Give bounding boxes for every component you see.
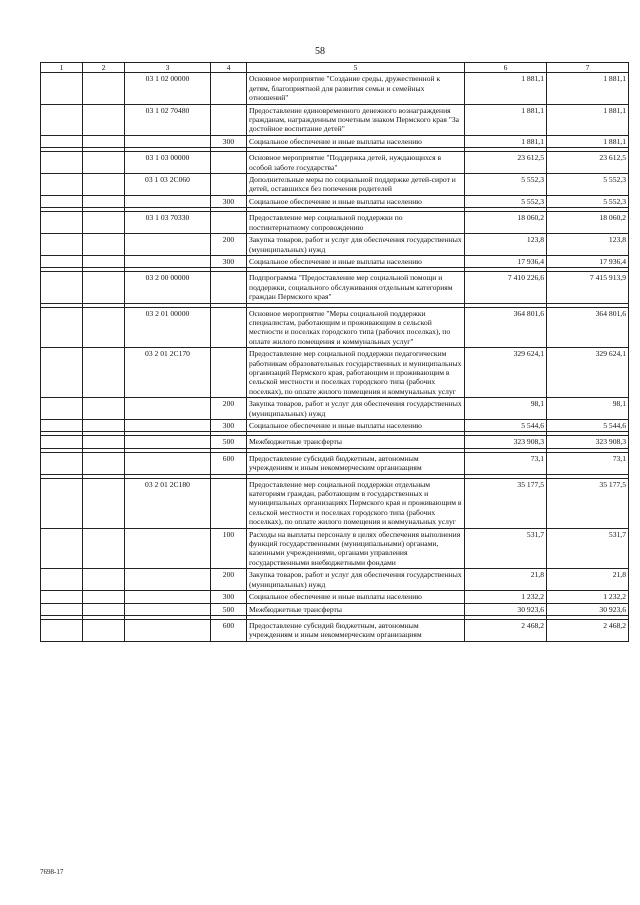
cell-col-2 <box>83 398 125 420</box>
cell-amount-col6: 2 468,2 <box>465 619 547 641</box>
cell-amount-col7: 30 923,6 <box>547 603 629 615</box>
table-row <box>41 348 629 398</box>
cell-col-1 <box>41 174 83 196</box>
cell-target-code: 03 1 02 00000 <box>125 73 211 104</box>
cell-col-1 <box>41 398 83 420</box>
cell-col-2 <box>83 603 125 615</box>
cell-col-1 <box>41 619 83 641</box>
cell-description: Закупка товаров, работ и услуг для обеспечения государственных (муниципальных) нужд <box>247 234 465 256</box>
cell-col-1 <box>41 272 83 303</box>
table-row <box>41 212 629 234</box>
cell-expense-type: 600 <box>211 619 247 641</box>
cell-col-2 <box>83 478 125 528</box>
cell-amount-col6: 18 060,2 <box>465 212 547 234</box>
cell-expense-type <box>211 174 247 196</box>
cell-expense-type <box>211 272 247 303</box>
cell-description: Социальное обеспечение и иные выплаты населению <box>247 255 465 267</box>
cell-amount-col7: 329 624,1 <box>547 348 629 398</box>
cell-amount-col7: 7 415 913,9 <box>547 272 629 303</box>
cell-col-1 <box>41 420 83 432</box>
cell-amount-col6: 98,1 <box>465 398 547 420</box>
cell-col-2 <box>83 420 125 432</box>
cell-amount-col7: 531,7 <box>547 528 629 569</box>
cell-expense-type: 200 <box>211 569 247 591</box>
cell-amount-col7: 123,8 <box>547 234 629 256</box>
column-header: 6 <box>465 63 547 73</box>
cell-amount-col7: 5 552,3 <box>547 195 629 207</box>
cell-amount-col6: 35 177,5 <box>465 478 547 528</box>
cell-col-2 <box>83 195 125 207</box>
cell-col-2 <box>83 255 125 267</box>
cell-amount-col7: 21,8 <box>547 569 629 591</box>
cell-description: Предоставление субсидий бюджетным, автономным учреждениям и иным некоммерческим организациям <box>247 452 465 474</box>
column-header: 2 <box>83 63 125 73</box>
cell-col-2 <box>83 528 125 569</box>
column-header: 4 <box>211 63 247 73</box>
cell-description: Основное мероприятие "Меры социальной поддержки специалистам, работающим и проживающим в сельской местности и поселках городского типа (рабочих поселках), по оплате жилого помещения и коммунальных услуг" <box>247 307 465 348</box>
cell-expense-type <box>211 348 247 398</box>
cell-col-2 <box>83 348 125 398</box>
table-body <box>41 73 629 641</box>
cell-col-2 <box>83 135 125 147</box>
cell-col-1 <box>41 152 83 174</box>
cell-description: Расходы на выплаты персоналу в целях обеспечения выполнения функций государственными (муниципальными) органами, казенными учреждениями, органами управления государственными внебюджетными фондами <box>247 528 465 569</box>
cell-col-1 <box>41 348 83 398</box>
cell-target-code <box>125 398 211 420</box>
cell-description: Социальное обеспечение и иные выплаты населению <box>247 591 465 603</box>
cell-target-code: 03 1 03 70330 <box>125 212 211 234</box>
cell-col-1 <box>41 234 83 256</box>
cell-expense-type: 300 <box>211 135 247 147</box>
budget-table <box>40 62 629 642</box>
cell-col-2 <box>83 73 125 104</box>
cell-target-code <box>125 436 211 448</box>
cell-amount-col7: 73,1 <box>547 452 629 474</box>
cell-amount-col7: 1 881,1 <box>547 104 629 135</box>
table-row <box>41 591 629 603</box>
cell-target-code: 03 1 03 00000 <box>125 152 211 174</box>
cell-description: Основное мероприятие "Поддержка детей, нуждающихся в особой заботе государства" <box>247 152 465 174</box>
column-header: 3 <box>125 63 211 73</box>
table-row <box>41 569 629 591</box>
table-row <box>41 234 629 256</box>
cell-col-2 <box>83 174 125 196</box>
cell-target-code <box>125 195 211 207</box>
cell-expense-type: 500 <box>211 436 247 448</box>
cell-description: Предоставление мер социальной поддержки педагогическим работникам образовательных государственных и муниципальных организаций Пермского края, работающим и проживающим в сельской местности и поселках городского типа (рабочих поселках), по оплате жилого помещения и коммунальных услуг <box>247 348 465 398</box>
table-row <box>41 619 629 641</box>
cell-description: Основное мероприятие "Создание среды, дружественной к детям, благоприятной для развития семьи и семейных отношений" <box>247 73 465 104</box>
cell-amount-col6: 5 544,6 <box>465 420 547 432</box>
cell-target-code: 03 1 03 2С060 <box>125 174 211 196</box>
cell-target-code <box>125 528 211 569</box>
cell-target-code <box>125 234 211 256</box>
cell-col-2 <box>83 307 125 348</box>
cell-description: Межбюджетные трансферты <box>247 603 465 615</box>
cell-col-2 <box>83 104 125 135</box>
cell-amount-col6: 7 410 226,6 <box>465 272 547 303</box>
footer-code: 7698-17 <box>40 868 64 876</box>
cell-description: Социальное обеспечение и иные выплаты населению <box>247 420 465 432</box>
cell-amount-col6: 21,8 <box>465 569 547 591</box>
cell-col-1 <box>41 528 83 569</box>
cell-amount-col6: 73,1 <box>465 452 547 474</box>
cell-col-2 <box>83 452 125 474</box>
cell-target-code: 03 2 00 00000 <box>125 272 211 303</box>
cell-amount-col6: 17 936,4 <box>465 255 547 267</box>
cell-expense-type: 200 <box>211 398 247 420</box>
table-row <box>41 272 629 303</box>
cell-col-2 <box>83 569 125 591</box>
cell-col-2 <box>83 591 125 603</box>
cell-col-1 <box>41 569 83 591</box>
cell-col-1 <box>41 603 83 615</box>
cell-target-code <box>125 619 211 641</box>
cell-amount-col6: 323 908,3 <box>465 436 547 448</box>
cell-amount-col6: 5 552,3 <box>465 195 547 207</box>
cell-amount-col6: 23 612,5 <box>465 152 547 174</box>
cell-description: Предоставление субсидий бюджетным, автономным учреждениям и иным некоммерческим организациям <box>247 619 465 641</box>
cell-description: Предоставление единовременного денежного вознаграждения гражданам, награжденным почетным знаком Пермского края "За достойное воспитание детей" <box>247 104 465 135</box>
cell-target-code <box>125 255 211 267</box>
cell-col-2 <box>83 272 125 303</box>
cell-description: Социальное обеспечение и иные выплаты населению <box>247 195 465 207</box>
cell-col-2 <box>83 436 125 448</box>
cell-amount-col7: 1 881,1 <box>547 135 629 147</box>
cell-target-code: 03 2 01 00000 <box>125 307 211 348</box>
cell-amount-col7: 2 468,2 <box>547 619 629 641</box>
cell-amount-col7: 18 060,2 <box>547 212 629 234</box>
cell-col-2 <box>83 152 125 174</box>
cell-amount-col7: 17 936,4 <box>547 255 629 267</box>
cell-target-code <box>125 591 211 603</box>
cell-col-1 <box>41 212 83 234</box>
cell-amount-col6: 531,7 <box>465 528 547 569</box>
cell-target-code <box>125 569 211 591</box>
cell-amount-col7: 364 801,6 <box>547 307 629 348</box>
cell-col-2 <box>83 212 125 234</box>
cell-expense-type <box>211 104 247 135</box>
cell-amount-col7: 1 232,2 <box>547 591 629 603</box>
table-row <box>41 255 629 267</box>
cell-col-2 <box>83 619 125 641</box>
table-row <box>41 398 629 420</box>
cell-col-1 <box>41 73 83 104</box>
cell-amount-col7: 5 552,3 <box>547 174 629 196</box>
cell-amount-col7: 1 881,1 <box>547 73 629 104</box>
cell-expense-type: 300 <box>211 591 247 603</box>
cell-expense-type <box>211 152 247 174</box>
cell-amount-col6: 30 923,6 <box>465 603 547 615</box>
cell-amount-col7: 5 544,6 <box>547 420 629 432</box>
table-row <box>41 452 629 474</box>
cell-col-1 <box>41 255 83 267</box>
cell-expense-type <box>211 307 247 348</box>
cell-col-1 <box>41 591 83 603</box>
cell-col-2 <box>83 234 125 256</box>
cell-expense-type: 200 <box>211 234 247 256</box>
cell-amount-col7: 98,1 <box>547 398 629 420</box>
cell-description: Межбюджетные трансферты <box>247 436 465 448</box>
table-row <box>41 603 629 615</box>
table-row <box>41 104 629 135</box>
cell-amount-col6: 1 881,1 <box>465 104 547 135</box>
cell-amount-col6: 1 881,1 <box>465 135 547 147</box>
table-row <box>41 528 629 569</box>
cell-target-code: 03 1 02 70480 <box>125 104 211 135</box>
cell-col-1 <box>41 104 83 135</box>
cell-col-1 <box>41 195 83 207</box>
cell-target-code <box>125 603 211 615</box>
cell-expense-type <box>211 212 247 234</box>
cell-target-code: 03 2 01 2С170 <box>125 348 211 398</box>
table-row <box>41 195 629 207</box>
cell-description: Подпрограмма "Предоставление мер социальной помощи и поддержки, социального обслуживания отдельным категориям граждан Пермского края" <box>247 272 465 303</box>
cell-expense-type: 100 <box>211 528 247 569</box>
cell-description: Социальное обеспечение и иные выплаты населению <box>247 135 465 147</box>
cell-expense-type <box>211 478 247 528</box>
cell-amount-col7: 323 908,3 <box>547 436 629 448</box>
cell-col-1 <box>41 436 83 448</box>
cell-amount-col6: 364 801,6 <box>465 307 547 348</box>
cell-amount-col7: 23 612,5 <box>547 152 629 174</box>
cell-target-code <box>125 452 211 474</box>
cell-target-code <box>125 420 211 432</box>
table-row <box>41 135 629 147</box>
cell-amount-col6: 123,8 <box>465 234 547 256</box>
cell-amount-col7: 35 177,5 <box>547 478 629 528</box>
cell-description: Предоставление мер социальной поддержки отдельным категориям граждан, работающим в государственных и муниципальных организациях Пермского края и проживающим в сельской местности и поселках городского типа (рабочих поселках), по оплате жилого помещения и коммунальных услуг <box>247 478 465 528</box>
cell-amount-col6: 1 881,1 <box>465 73 547 104</box>
cell-target-code <box>125 135 211 147</box>
cell-col-1 <box>41 452 83 474</box>
cell-description: Закупка товаров, работ и услуг для обеспечения государственных (муниципальных) нужд <box>247 569 465 591</box>
table-row <box>41 73 629 104</box>
cell-expense-type: 500 <box>211 603 247 615</box>
header-row <box>41 63 629 73</box>
cell-col-1 <box>41 135 83 147</box>
table-row <box>41 420 629 432</box>
cell-amount-col6: 1 232,2 <box>465 591 547 603</box>
cell-expense-type: 300 <box>211 420 247 432</box>
cell-expense-type <box>211 73 247 104</box>
table-row <box>41 307 629 348</box>
cell-expense-type: 600 <box>211 452 247 474</box>
table-row <box>41 152 629 174</box>
column-header: 1 <box>41 63 83 73</box>
table-row <box>41 478 629 528</box>
cell-col-1 <box>41 307 83 348</box>
page-number: 58 <box>315 46 325 57</box>
cell-description: Закупка товаров, работ и услуг для обеспечения государственных (муниципальных) нужд <box>247 398 465 420</box>
table-row <box>41 174 629 196</box>
cell-col-1 <box>41 478 83 528</box>
table-row <box>41 436 629 448</box>
cell-expense-type: 300 <box>211 255 247 267</box>
cell-amount-col6: 5 552,3 <box>465 174 547 196</box>
cell-expense-type: 300 <box>211 195 247 207</box>
cell-description: Дополнительные меры по социальной поддержке детей-сирот и детей, оставшихся без попечения родителей <box>247 174 465 196</box>
column-header: 5 <box>247 63 465 73</box>
cell-description: Предоставление мер социальной поддержки по постинтернатному сопровождению <box>247 212 465 234</box>
column-header: 7 <box>547 63 629 73</box>
cell-target-code: 03 2 01 2С180 <box>125 478 211 528</box>
cell-amount-col6: 329 624,1 <box>465 348 547 398</box>
